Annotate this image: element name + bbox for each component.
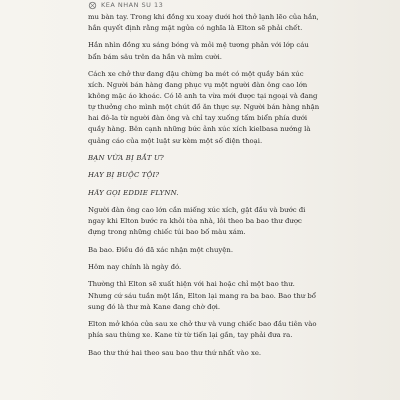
paragraph: Elton mở khóa cửa sau xe chở thư và vung chiếc bao đầu tiên vào phía sau thùng xe. Kane từ từ tiến lại gần, tay phải đưa ra.	[88, 320, 317, 340]
paragraph: Hôm nay chính là ngày đó.	[88, 263, 182, 272]
running-header	[88, 0, 163, 10]
header-text: KEA NHAN SU 13	[101, 1, 164, 9]
body-text	[88, 12, 320, 365]
paragraph: Bao thư thứ hai theo sau bao thư thứ nhất vào xe.	[88, 348, 262, 357]
paragraph: Ba bao. Điều đó đã xác nhận một chuyện.	[88, 245, 234, 254]
paragraph: Thường thì Elton sẽ xuất hiện với hai hoặc chỉ một bao thư. Nhưng cứ sáu tuần một lần, Elton lại mang ra ba bao. Bao thư bổ sung đó là thư mà Kane đang chờ đợi.	[88, 280, 317, 311]
header-ornament-icon	[88, 1, 97, 10]
paragraph: Người đàn ông cao lớn cắn miếng xúc xích, gật đầu và bước đi ngay khi Elton bước ra khỏi tòa nhà, lôi theo ba bao thư được đựng trong những chiếc túi bao bố màu xám.	[88, 206, 306, 237]
ad-line: HÃY GỌI EDDIE FLYNN.	[88, 188, 179, 197]
ad-line: HAY BỊ BUỘC TỘI?	[88, 171, 160, 180]
ad-line: BẠN VỪA BỊ BẮT Ư?	[88, 153, 164, 162]
paragraph: mu bàn tay. Trong khi đồng xu xoay dưới hơi thở lạnh lẽo của hắn, hắn quyết định rằng mặt ngửa có nghĩa là Elton sẽ phải chết.	[88, 13, 319, 33]
paragraph: Cách xe chở thư đang đậu chừng ba mét có một quầy bán xúc xích. Người bán hàng đang phục vụ một người đàn ông cao lớn không mặc áo khoác. Có lẽ anh ta vừa mới được tại ngoại và đang tự thưởng cho mình một chút đồ ăn thực sự. Người bán hàng nhận hai đô-la từ người đàn ông và chỉ tay xuống tấm biển phía dưới quầy hàng. Bên cạnh những bức ảnh xúc xích kielbasa nướng là quảng cáo của một luật sư kèm một số điện thoại.	[88, 69, 320, 145]
paragraph: Hắn nhìn đồng xu sáng bóng và mỏi mệ tương phản với lớp cáu bẩn bám sâu trên da hắn và mỉm cười.	[88, 41, 309, 61]
